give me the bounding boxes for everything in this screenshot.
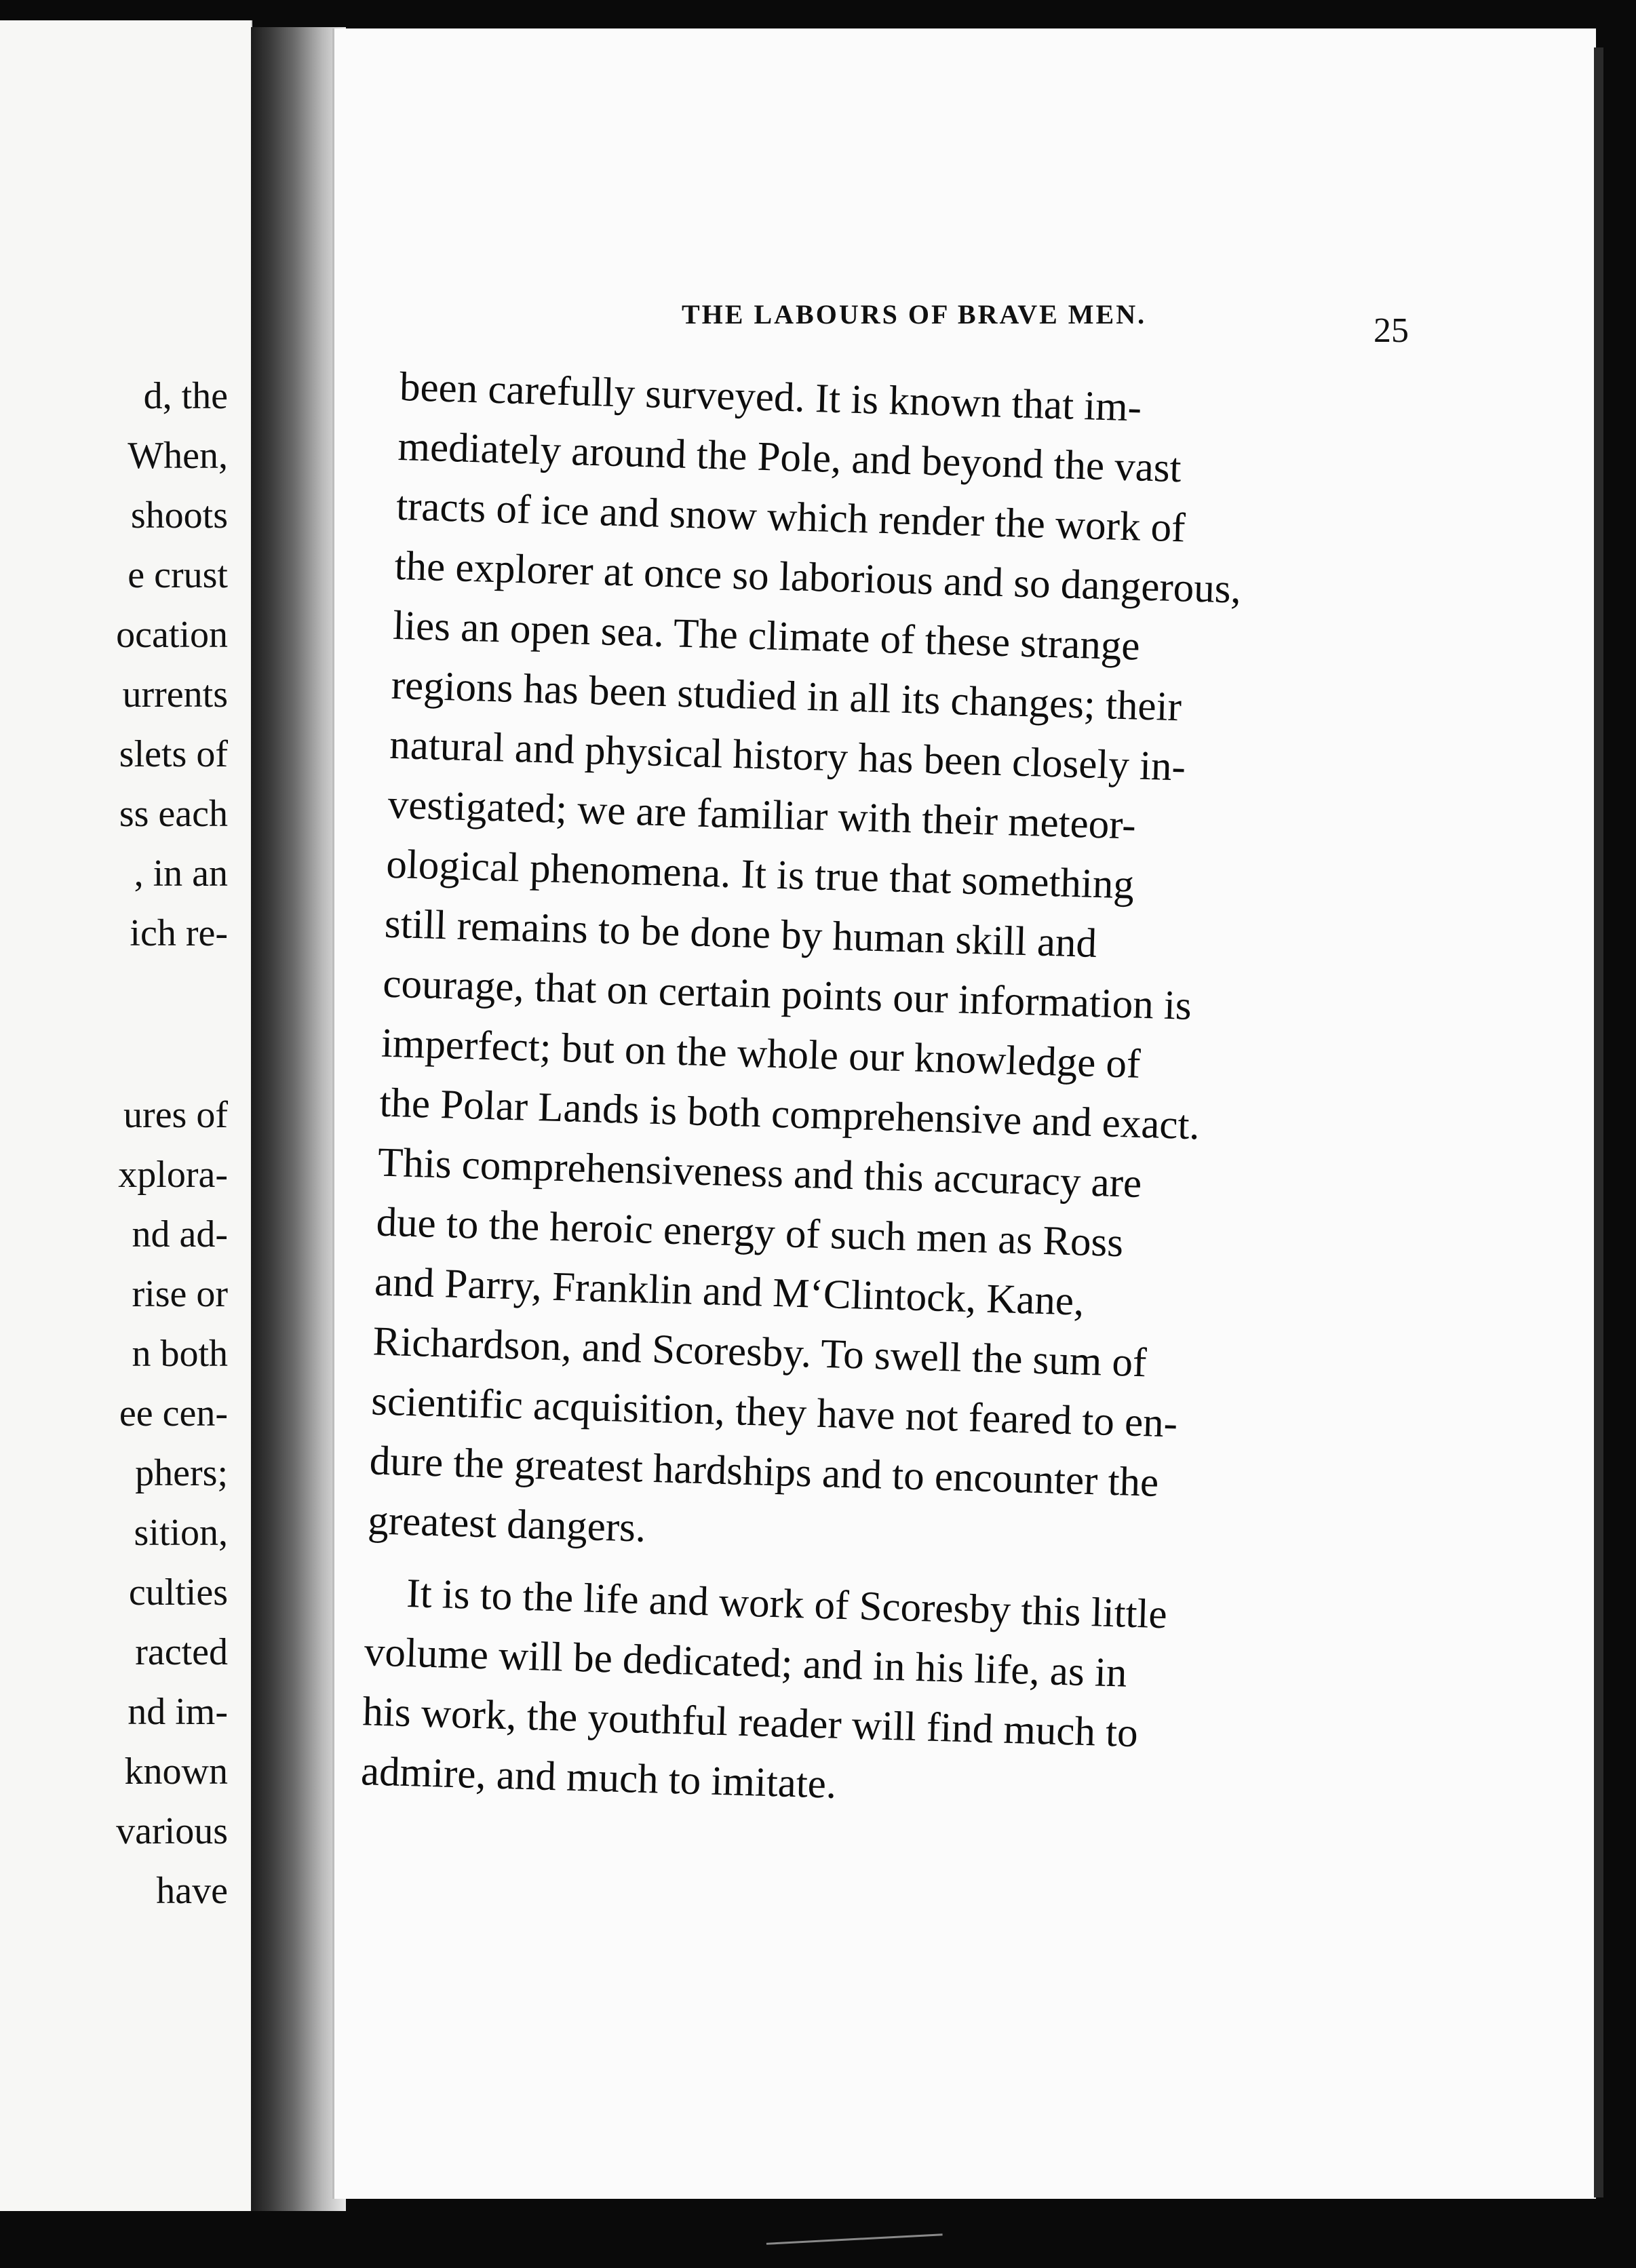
text-line: It is to the life and work of Scoresby this little	[406, 1570, 1168, 1638]
book-gutter-shadow	[251, 27, 346, 2211]
text-line: courage, that on certain points our information is	[382, 960, 1192, 1029]
text-line: and Parry, Franklin and M‘Clintock, Kane,	[374, 1259, 1085, 1325]
running-head: THE LABOURS OF BRAVE MEN.	[682, 299, 1147, 330]
left-line: racted	[135, 1631, 228, 1673]
text-line: due to the heroic energy of such men as Ross	[375, 1199, 1124, 1266]
left-line: sition,	[134, 1512, 228, 1554]
text-line: ological phenomena. It is true that something	[385, 841, 1135, 908]
left-line: xplora-	[118, 1154, 228, 1196]
left-line: ures of	[123, 1094, 228, 1136]
left-line: various	[116, 1810, 228, 1852]
left-line: have	[156, 1870, 228, 1912]
text-line: admire, and much to imitate.	[360, 1748, 838, 1807]
text-line: still remains to be done by human skill and	[384, 901, 1097, 966]
left-line: urrents	[122, 673, 228, 716]
text-line: Richardson, and Scoresby. To swell the sum of	[372, 1318, 1148, 1386]
left-line: phers;	[135, 1452, 228, 1494]
text-line: the explorer at once so laborious and so dangerous,	[393, 543, 1242, 612]
text-line: his work, the youthful reader will find much to	[362, 1689, 1139, 1757]
text-line: imperfect; but on the whole our knowledge of	[381, 1020, 1142, 1087]
left-facing-page	[0, 20, 252, 2211]
text-line: volume will be dedicated; and in his life, as in	[364, 1629, 1128, 1696]
text-line: lies an open sea. The climate of these strange	[392, 602, 1141, 669]
left-line: n both	[132, 1333, 228, 1375]
left-line: , in an	[134, 853, 228, 895]
left-line: nd ad-	[132, 1213, 228, 1255]
page-edge	[1594, 47, 1603, 2197]
text-line: This comprehensiveness and this accuracy are	[377, 1139, 1143, 1207]
left-line: d, the	[143, 375, 228, 417]
left-line: When,	[128, 435, 228, 477]
left-line: known	[124, 1751, 228, 1793]
text-line: been carefully surveyed. It is known that im-	[399, 364, 1142, 431]
text-line: tracts of ice and snow which render the work of	[395, 483, 1186, 551]
scan-artifact	[766, 2233, 943, 2252]
text-line: dure the greatest hardships and to encounter the	[368, 1438, 1160, 1506]
left-line: ocation	[116, 614, 228, 656]
text-line: the Polar Lands is both comprehensive and exact.	[378, 1080, 1201, 1149]
text-line: natural and physical history has been closely in-	[389, 722, 1186, 790]
page-number: 25	[1374, 311, 1409, 350]
left-line: e crust	[128, 554, 228, 596]
left-line: nd im-	[128, 1691, 228, 1733]
left-line: ee cen-	[119, 1392, 228, 1434]
left-line: ich re-	[130, 912, 228, 954]
text-line: mediately around the Pole, and beyond the vast	[397, 423, 1182, 492]
text-line: vestigated; we are familiar with their meteor-	[387, 781, 1137, 848]
left-line: slets of	[119, 733, 228, 775]
left-line: culties	[128, 1571, 228, 1614]
text-line: scientific acquisition, they have not feared to en-	[370, 1378, 1178, 1447]
left-line: shoots	[130, 494, 228, 536]
text-line: greatest dangers.	[367, 1498, 647, 1551]
left-line: rise or	[132, 1273, 228, 1315]
text-line: regions has been studied in all its changes; their	[390, 662, 1182, 730]
left-line: ss each	[119, 793, 228, 835]
